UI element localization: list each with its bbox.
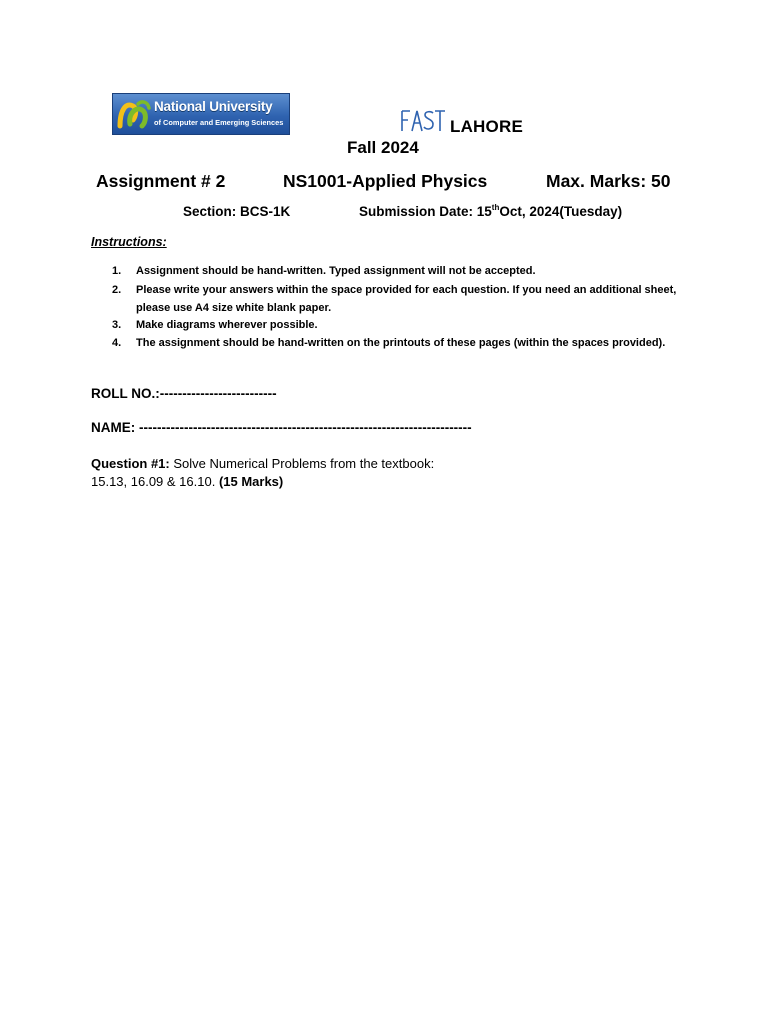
name-field: NAME: -------------------------------------------------------------------------- [91,420,472,435]
instruction-item [112,263,682,281]
instruction-text: Make diagrams wherever possible. [136,319,318,331]
roll-no-field: ROLL NO.:-------------------------- [91,386,277,401]
question-problems: 15.13, 16.09 & 16.10. [91,474,219,489]
instruction-number: 2. [112,284,122,296]
national-university-logo [112,93,290,135]
fast-logo-icon [400,108,447,134]
instruction-number: 4. [112,337,122,349]
term-title: Fall 2024 [347,138,419,157]
assignment-title: Assignment # 2 [96,171,226,191]
instruction-number: 1. [112,265,122,277]
instruction-item [112,335,682,353]
logo-university-name: National University [154,99,273,114]
instruction-text: Assignment should be hand-written. Typed assignment will not be accepted. [136,265,536,277]
submission-date-ordinal: th [491,203,500,212]
instructions-heading: Instructions: [91,235,167,249]
question-marks: (15 Marks) [218,474,284,489]
section-label: Section: BCS-1K [183,204,291,219]
question-prompt: Solve Numerical Problems from the textbook: [169,456,435,471]
instruction-text: Please write your answers within the space provided for each question. If you need an additional sheet, please use A4 size white blank paper. [136,284,677,314]
submission-date-suffix: Oct, 2024(Tuesday) [499,204,623,219]
question-1 [91,455,434,491]
nu-emblem-icon [116,96,152,132]
submission-date-prefix: Submission Date: 15 [359,204,492,219]
instruction-item [112,317,682,335]
campus-name: LAHORE [450,117,523,136]
logo-university-subtitle: of Computer and Emerging Sciences [154,118,284,127]
instruction-item [112,282,682,318]
question-label: Question #1: [91,456,170,471]
instruction-number: 3. [112,319,122,331]
course-title: NS1001-Applied Physics [283,171,488,191]
submission-date [359,204,622,219]
instruction-text: The assignment should be hand-written on the printouts of these pages (within the spaces provided). [136,337,666,349]
max-marks: Max. Marks: 50 [546,171,671,191]
